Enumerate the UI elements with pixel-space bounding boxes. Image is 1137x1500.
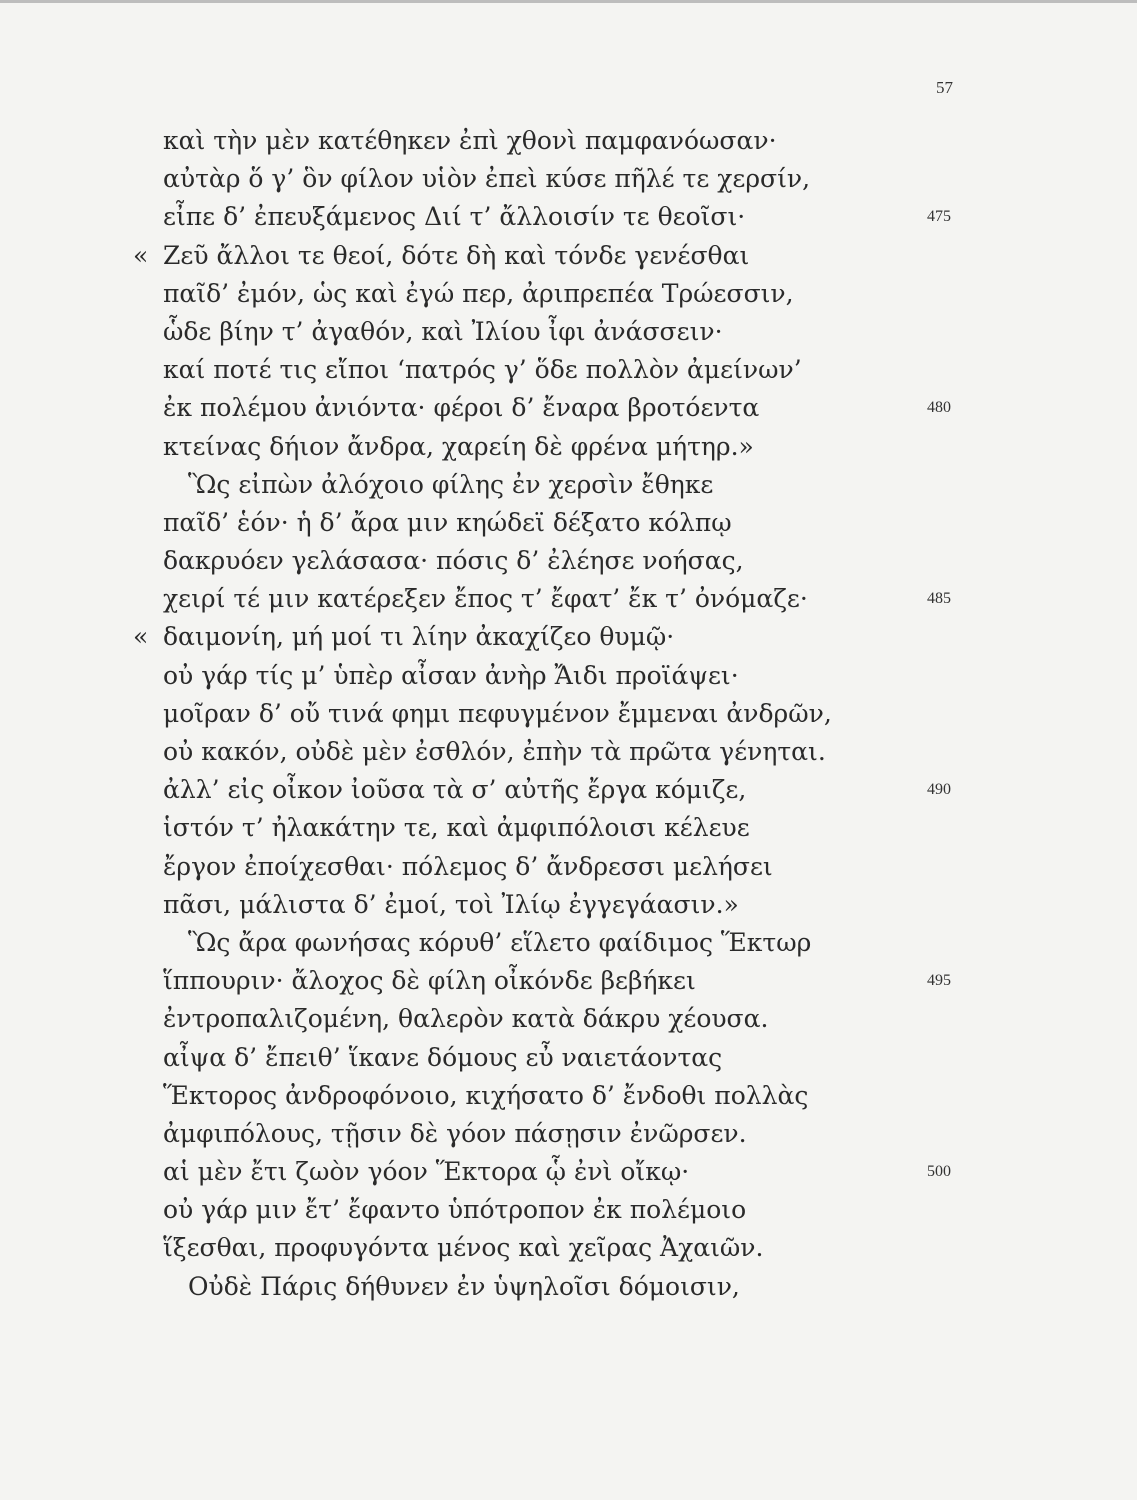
verse-text: εἶπε δ’ ἐπευξάμενος Διί τ’ ἄλλοισίν τε θεοῖσι·: [163, 202, 746, 232]
verse-text: Ὣς ἄρα φωνήσας κόρυθ’ εἵλετο φαίδιμος Ἕκτωρ: [188, 927, 812, 957]
verse-line: [0, 618, 1137, 656]
verse-line: [0, 160, 1137, 198]
opening-quote-mark: «: [133, 240, 149, 270]
verse-text: δαιμονίη, μή μοί τι λίην ἀκαχίζεο θυμῷ·: [163, 622, 675, 652]
verse-line: [0, 542, 1137, 580]
verse-line: [0, 1268, 1137, 1306]
verse-text: χειρί τέ μιν κατέρεξεν ἔπος τ’ ἔφατ’ ἔκ τ’ ὀνόμαζε·: [163, 584, 808, 614]
verse-line: [0, 962, 1137, 1000]
verse-line: [0, 1000, 1137, 1038]
verse-text: ὧδε βίην τ’ ἀγαθόν, καὶ Ἰλίου ἶφι ἀνάσσειν·: [163, 316, 723, 346]
verse-text: ἀλλ’ εἰς οἶκον ἰοῦσα τὰ σ’ αὐτῆς ἔργα κόμιζε,: [163, 775, 747, 805]
verse-text: Ἕκτορος ἀνδροφόνοιο, κιχήσατο δ’ ἔνδοθι πολλὰς: [163, 1080, 809, 1110]
verse-line: [0, 733, 1137, 771]
verse-line: [0, 695, 1137, 733]
poem-text: [0, 122, 1137, 1306]
verse-text: ἐκ πολέμου ἀνιόντα· φέροι δ’ ἔναρα βροτόεντα: [163, 393, 760, 423]
verse-line: [0, 389, 1137, 427]
verse-text: δακρυόεν γελάσασα· πόσις δ’ ἐλέησε νοήσας,: [163, 546, 744, 576]
verse-text: μοῖραν δ’ οὔ τινά φημι πεφυγμένον ἔμμεναι ἀνδρῶν,: [163, 698, 832, 728]
verse-text: Ζεῦ ἄλλοι τε θεοί, δότε δὴ καὶ τόνδε γενέσθαι: [163, 240, 750, 270]
line-number: 500: [927, 1163, 951, 1181]
verse-line: [0, 198, 1137, 236]
verse-text: Οὐδὲ Πάρις δήθυνεν ἐν ὑψηλοῖσι δόμοισιν,: [188, 1271, 740, 1301]
verse-text: καί ποτέ τις εἴποι ‘πατρός γ’ ὅδε πολλὸν ἀμείνων’: [163, 355, 802, 385]
verse-text: ἔργον ἐποίχεσθαι· πόλεμος δ’ ἄνδρεσσι μελήσει: [163, 851, 773, 881]
verse-text: ἀμφιπόλους, τῇσιν δὲ γόον πάσῃσιν ἐνῶρσεν.: [163, 1118, 747, 1148]
verse-text: οὐ γάρ τίς μ’ ὑπὲρ αἶσαν ἀνὴρ Ἄιδι προϊάψει·: [163, 660, 739, 690]
verse-line: [0, 580, 1137, 618]
verse-line: [0, 1153, 1137, 1191]
opening-quote-mark: «: [133, 622, 149, 652]
verse-text: ἐντροπαλιζομένη, θαλερὸν κατὰ δάκρυ χέουσα.: [163, 1004, 769, 1034]
verse-text: ἱστόν τ’ ἠλακάτην τε, καὶ ἀμφιπόλοισι κέλευε: [163, 813, 750, 843]
line-number: 475: [927, 208, 951, 226]
verse-line: [0, 924, 1137, 962]
verse-line: [0, 237, 1137, 275]
verse-text: παῖδ’ ἐμόν, ὡς καὶ ἐγώ περ, ἀριπρεπέα Τρώεσσιν,: [163, 278, 794, 308]
page-number: 57: [936, 78, 953, 97]
verse-line: [0, 886, 1137, 924]
verse-line: [0, 1039, 1137, 1077]
verse-text: οὐ γάρ μιν ἔτ’ ἔφαντο ὑπότροπον ἐκ πολέμοιο: [163, 1195, 747, 1225]
top-edge-rule: [0, 0, 1137, 3]
verse-text: πᾶσι, μάλιστα δ’ ἐμοί, τοὶ Ἰλίῳ ἐγγεγάασιν.»: [163, 889, 739, 919]
verse-line: [0, 657, 1137, 695]
verse-text: αἶψα δ’ ἔπειθ’ ἵκανε δόμους εὖ ναιετάοντας: [163, 1042, 723, 1072]
verse-line: [0, 1229, 1137, 1267]
verse-line: [0, 313, 1137, 351]
verse-text: καὶ τὴν μὲν κατέθηκεν ἐπὶ χθονὶ παμφανόωσαν·: [163, 126, 777, 155]
verse-line: [0, 504, 1137, 542]
verse-text: αὐτὰρ ὅ γ’ ὃν φίλον υἱὸν ἐπεὶ κύσε πῆλέ τε χερσίν,: [163, 164, 811, 194]
verse-text: παῖδ’ ἑόν· ἡ δ’ ἄρα μιν κηώδεϊ δέξατο κόλπῳ: [163, 507, 732, 537]
verse-line: [0, 809, 1137, 847]
verse-text: ἵππουριν· ἄλοχος δὲ φίλη οἶκόνδε βεβήκει: [163, 966, 696, 996]
verse-text: ἵξεσθαι, προφυγόντα μένος καὶ χεῖρας Ἀχαιῶν.: [163, 1233, 764, 1263]
verse-line: [0, 1077, 1137, 1115]
verse-text: κτείνας δήιον ἄνδρα, χαρείη δὲ φρένα μήτηρ.»: [163, 431, 754, 461]
verse-line: [0, 1191, 1137, 1229]
line-number: 490: [927, 781, 951, 799]
verse-line: [0, 466, 1137, 504]
verse-text: αἱ μὲν ἔτι ζωὸν γόον Ἕκτορα ᾧ ἐνὶ οἴκῳ·: [163, 1157, 690, 1187]
line-number: 495: [927, 972, 951, 990]
verse-text: Ὣς εἰπὼν ἀλόχοιο φίλης ἐν χερσὶν ἔθηκε: [188, 469, 714, 499]
verse-line: [0, 1115, 1137, 1153]
line-number: 485: [927, 590, 951, 608]
verse-line: [0, 351, 1137, 389]
verse-line: [0, 848, 1137, 886]
verse-line: [0, 122, 1137, 160]
verse-line: [0, 771, 1137, 809]
verse-line: [0, 428, 1137, 466]
verse-text: οὐ κακόν, οὐδὲ μὲν ἐσθλόν, ἐπὴν τὰ πρῶτα γένηται.: [163, 737, 826, 766]
verse-line: [0, 275, 1137, 313]
line-number: 480: [927, 399, 951, 417]
